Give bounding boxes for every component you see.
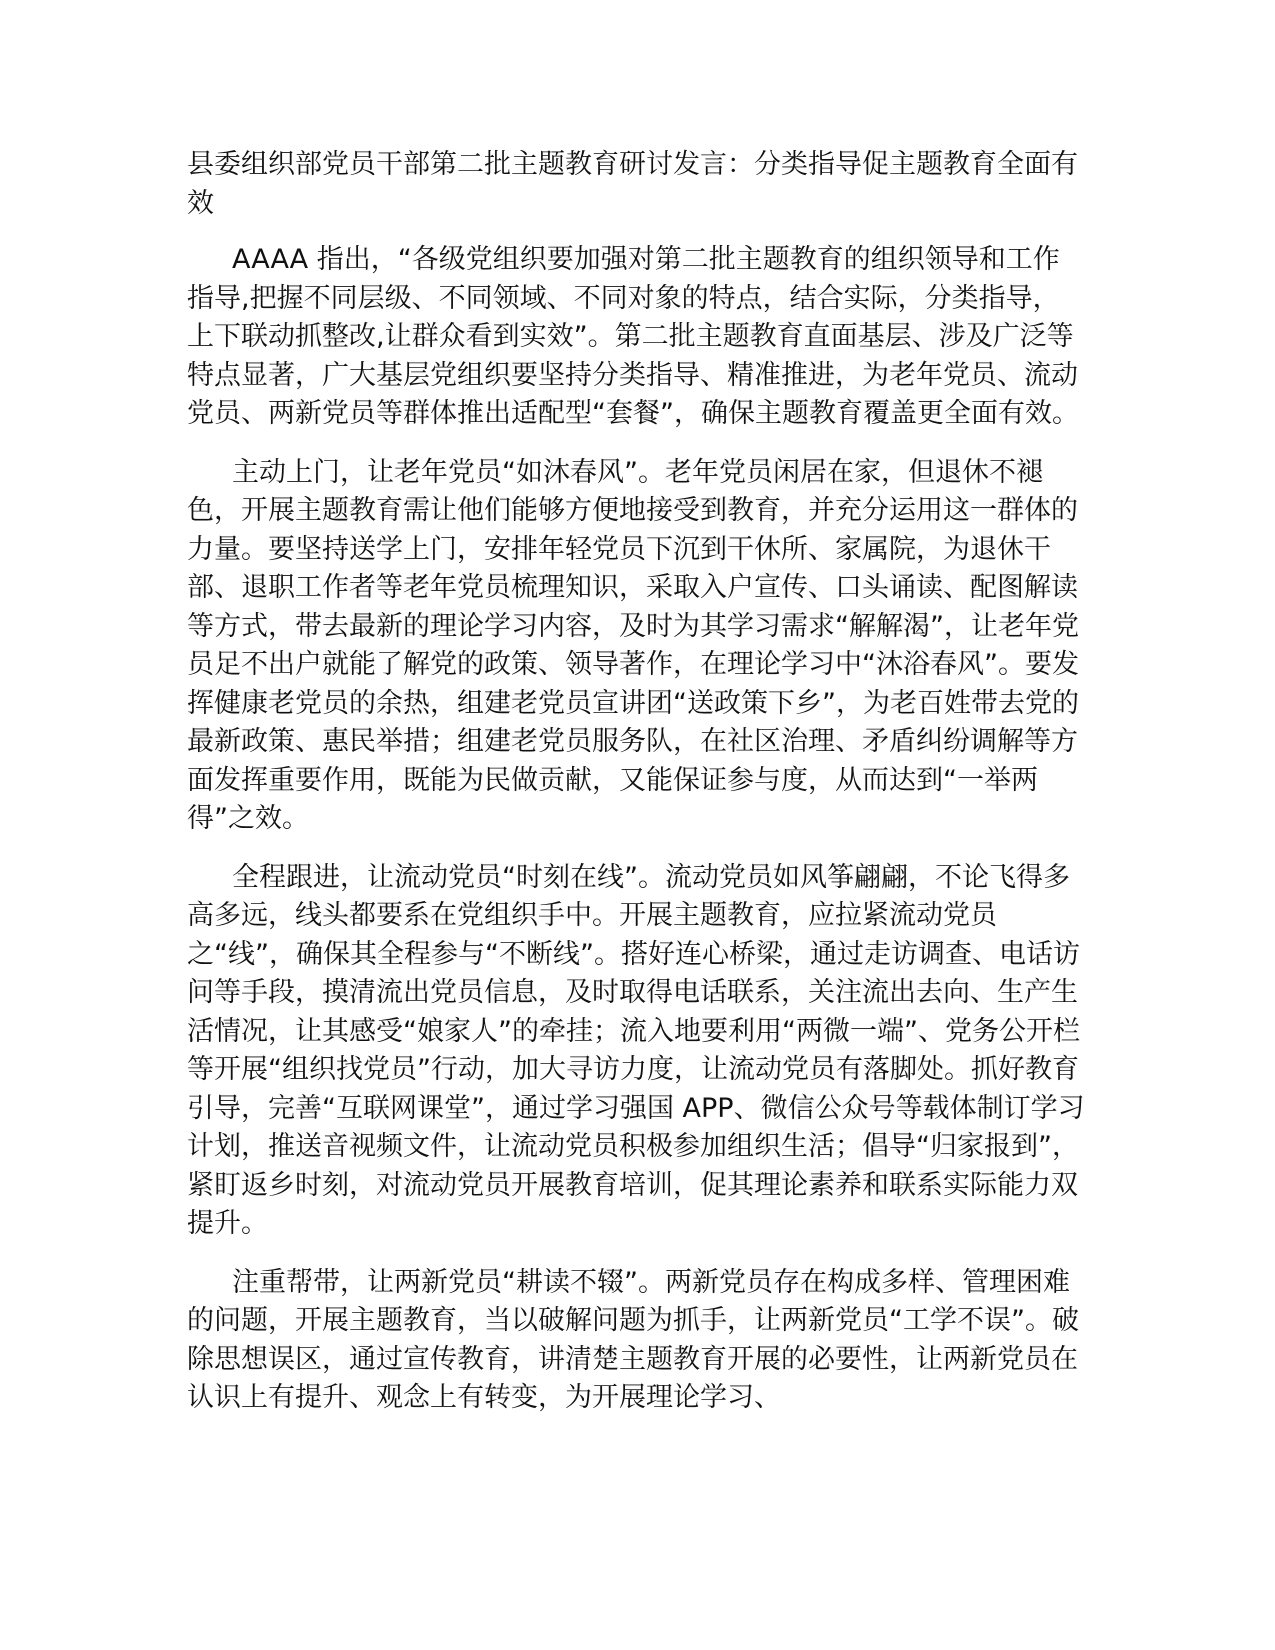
document-body [187,146,1085,1438]
paragraph-two-new-members: 注重帮带，让两新党员“耕读不辍”。两新党员存在构成多样、管理困难的问题，开展主题教育，当以破解问题为抓手，让两新党员“工学不误”。破除思想误区，通过宣传教育，讲清楚主题教育开展的必要性，让两新党员在认识上有提升、观念上有转变，为开展理论学习、 [187,1266,1079,1413]
paragraph-mobile-members: 全程跟进，让流动党员“时刻在线”。流动党员如风筝翩翩，不论飞得多高多远，线头都要系在党组织手中。开展主题教育，应拉紧流动党员之“线”，确保其全程参与“不断线”。搭好连心桥梁，通过走访调查、电话访问等手段，摸清流出党员信息，及时取得电话联系，关注流出去向、生产生活情况，让其感受“娘家人”的牵挂；流入地要利用“两微一端”、党务公开栏等开展“组织找党员”行动，加大寻访力度，让流动党员有落脚处。抓好教育引导，完善“互联网课堂”，通过学习强国 APP、微信公众号等载体制订学习计划，推送音视频文件，让流动党员积极参加组织生活；倡导“归家报到”，紧盯返乡时刻，对流动党员开展教育培训，促其理论素养和联系实际能力双提升。 [187,861,1085,1239]
paragraph-intro: AAAA 指出，“各级党组织要加强对第二批主题教育的组织领导和工作指导,把握不同层级、不同领域、不同对象的特点，结合实际，分类指导，上下联动抓整改,让群众看到实效”。第二批主题教育直面基层、涉及广泛等特点显著，广大基层党组织要坚持分类指导、精准推进，为老年党员、流动党员、两新党员等群体推出适配型“套餐”，确保主题教育覆盖更全面有效。 [187,244,1079,429]
document-title: 县委组织部党员干部第二批主题教育研讨发言：分类指导促主题教育全面有效 [187,149,1078,219]
paragraph-elderly-members: 主动上门，让老年党员“如沐春风”。老年党员闲居在家，但退休不褪色，开展主题教育需让他们能够方便地接受到教育，并充分运用这一群体的力量。要坚持送学上门，安排年轻党员下沉到干休所、家属院，为退休干部、退职工作者等老年党员梳理知识，采取入户宣传、口头诵读、配图解读等方式，带去最新的理论学习内容，及时为其学习需求“解解渴”，让老年党员足不出户就能了解党的政策、领导著作，在理论学习中“沐浴春风”。要发挥健康老党员的余热，组建老党员宣讲团“送政策下乡”，为老百姓带去党的最新政策、惠民举措；组建老党员服务队，在社区治理、矛盾纠纷调解等方面发挥重要作用，既能为民做贡献，又能保证参与度，从而达到“一举两得”之效。 [187,456,1079,834]
